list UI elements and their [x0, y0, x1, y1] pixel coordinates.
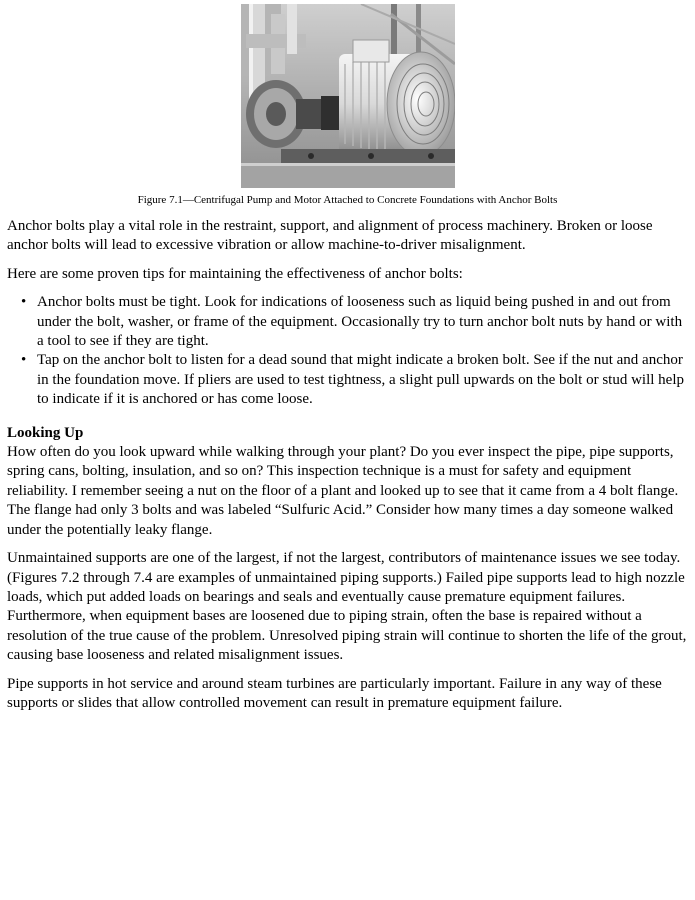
list-item: [7, 293, 691, 351]
pump-motor-photo: [241, 4, 455, 188]
section-heading: Looking Up: [7, 424, 84, 441]
list-item: [7, 351, 691, 409]
section-paragraph: Pipe supports in hot service and around steam turbines are particularly important. Failure in any way of these supports or slides that allow controlled movement can result in premature equipment failure.: [7, 675, 662, 711]
figure-caption: Figure 7.1—Centrifugal Pump and Motor Attached to Concrete Foundations with Anchor Bolts: [137, 194, 558, 206]
bullet-icon: •: [21, 294, 27, 311]
bullet-icon: •: [21, 352, 27, 369]
tip-text: Tap on the anchor bolt to listen for a dead sound that might indicate a broken bolt. See if the nut and anchor in the foundation move. If pliers are used to test tightness, a slight pull upwards on the bolt or stud will help to indicate if it is anchored or has come loose.: [37, 352, 684, 408]
tip-text: Anchor bolts must be tight. Look for indications of looseness such as liquid being pushed in and out from under the bolt, washer, or frame of the equipment. Occasionally try to turn anchor bolt nuts by hand or with a tool to see if they are tight.: [37, 294, 683, 350]
tips-intro-paragraph: Here are some proven tips for maintaining the effectiveness of anchor bolts:: [7, 265, 463, 282]
article-body: [7, 217, 691, 722]
intro-paragraph: Anchor bolts play a vital role in the restraint, support, and alignment of process machinery. Broken or loose anchor bolts will lead to excessive vibration or allow machine-to-driver misalignment.: [7, 218, 653, 254]
tips-list: [7, 293, 691, 409]
section-paragraph: Unmaintained supports are one of the largest, if not the largest, contributors of maintenance issues we see today. (Figures 7.2 through 7.4 are examples of unmaintained piping supports.) Failed pipe supports lead to high nozzle loads, which put added loads on bearings and seals and eventually cause premature equipment failures. Furthermore, when equipment bases are loosened due to piping strain, often the base is repaired without a resolution of the true cause of the problem. Unresolved piping strain will continue to shorten the life of the grout, causing base looseness and related misalignment issues.: [7, 550, 687, 664]
section-paragraph: How often do you look upward while walking through your plant? Do you ever inspect the pipe, pipe supports, spring cans, bolting, insulation, and so on? This inspection technique is a must for safety and equipment reliability. I remember seeing a nut on the floor of a plant and looked up to see that it came from a 4 bolt flange. The flange had only 3 bolts and was labeled “Sulfuric Acid.” Consider how many times a day someone walked under the potentially leaky flange.: [7, 444, 679, 538]
